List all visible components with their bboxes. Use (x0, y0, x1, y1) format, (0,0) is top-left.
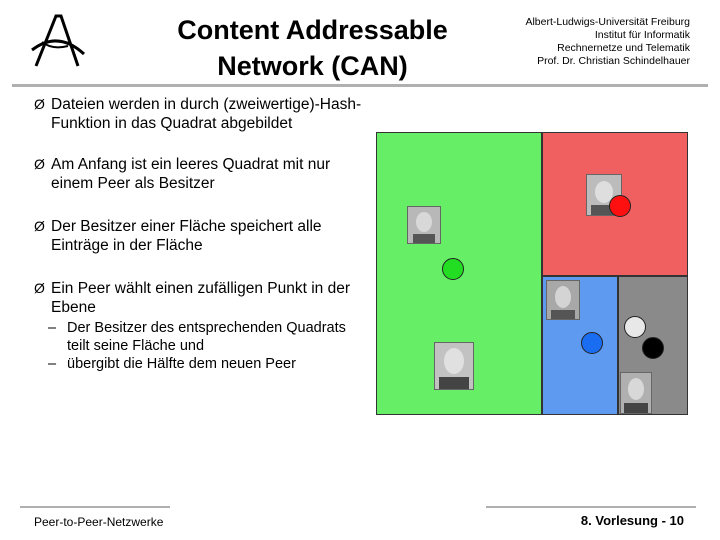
bullet-text: Dateien werden in durch (zweiwertige)-Hash-Funktion in das Quadrat abgebildet (51, 96, 362, 132)
bullet-text: Der Besitzer einer Fläche speichert alle Einträge in der Fläche (51, 218, 322, 254)
institution-block (450, 16, 690, 68)
peer-photo (434, 342, 474, 390)
bullet-list (34, 95, 364, 373)
institution-line: Rechnernetze und Telematik (557, 42, 690, 54)
institution-line: Institut für Informatik (594, 29, 690, 41)
red-peer-point (609, 195, 631, 217)
arrow-bullet-icon: Ø (34, 280, 45, 296)
institution-line: Albert-Ludwigs-Universität Freiburg (525, 16, 690, 28)
dash-bullet: – (48, 320, 57, 336)
peer-photo (407, 206, 441, 244)
title-line-2: Network (CAN) (217, 51, 408, 81)
peer-photo (546, 280, 580, 320)
bullet-item (34, 279, 364, 317)
footer-page-number: 8. Vorlesung - 10 (580, 513, 684, 528)
arrow-bullet-icon: Ø (34, 218, 45, 234)
dash-bullet: – (48, 356, 57, 372)
footer-divider-right (486, 506, 696, 508)
slide-title (150, 12, 475, 84)
sub-bullet-text: Der Besitzer des entsprechenden Quadrats teilt seine Fläche und (67, 320, 346, 354)
black-peer-point (642, 337, 664, 359)
footer-course: Peer-to-Peer-Netzwerke (34, 515, 164, 529)
bullet-item (34, 155, 364, 193)
white-peer-point (624, 316, 646, 338)
institution-line: Prof. Dr. Christian Schindelhauer (537, 55, 690, 67)
arrow-bullet-icon: Ø (34, 96, 45, 112)
arrow-bullet-icon: Ø (34, 156, 45, 172)
bullet-text: Am Anfang ist ein leeres Quadrat mit nur einem Peer als Besitzer (51, 156, 331, 192)
sub-bullet-item (34, 319, 364, 355)
bullet-item (34, 95, 364, 133)
can-diagram (376, 132, 688, 415)
sub-bullet-item (34, 355, 364, 373)
blue-peer-point (581, 332, 603, 354)
footer-divider-left (20, 506, 170, 508)
green-peer-point (442, 258, 464, 280)
bullet-text: Ein Peer wählt einen zufälligen Punkt in der Ebene (51, 280, 350, 316)
title-line-1: Content Addressable (177, 15, 448, 45)
header-divider (12, 84, 708, 87)
peer-photo (620, 372, 652, 414)
sub-bullet-text: übergibt die Hälfte dem neuen Peer (67, 356, 296, 372)
bullet-item (34, 217, 364, 255)
university-logo (28, 10, 88, 70)
